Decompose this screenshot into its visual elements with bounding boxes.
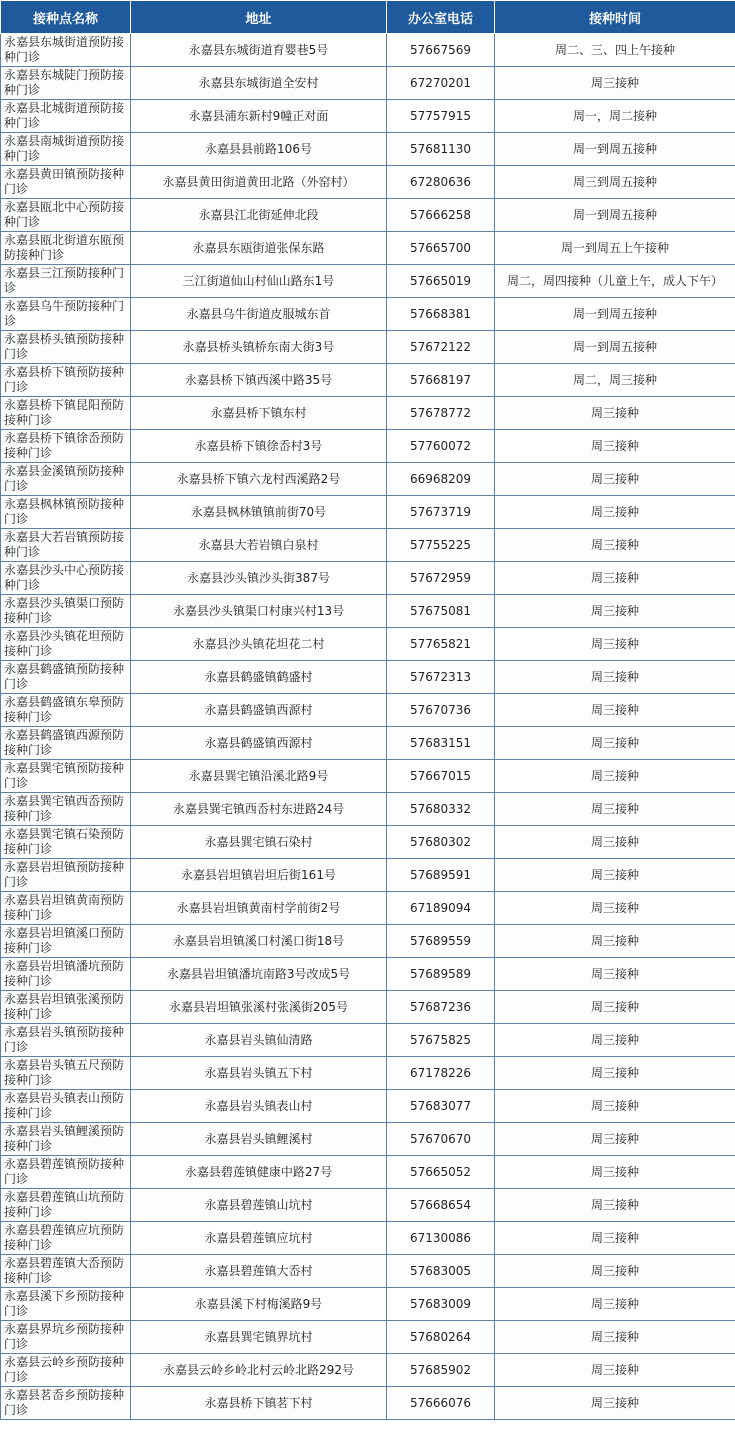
cell-site-name: 永嘉县碧莲镇预防接种门诊 bbox=[1, 1156, 131, 1189]
cell-phone: 57689559 bbox=[387, 925, 495, 958]
cell-address: 永嘉县浦东新村9幢正对面 bbox=[131, 100, 387, 133]
cell-site-name: 永嘉县枫林镇预防接种门诊 bbox=[1, 496, 131, 529]
table-row bbox=[1, 991, 735, 1024]
table-row bbox=[1, 133, 735, 166]
table-row bbox=[1, 826, 735, 859]
table-row bbox=[1, 760, 735, 793]
cell-address: 永嘉县云岭乡岭北村云岭北路292号 bbox=[131, 1354, 387, 1387]
cell-site-name: 永嘉县沙头中心预防接种门诊 bbox=[1, 562, 131, 595]
table-body bbox=[1, 34, 735, 1420]
cell-site-name: 永嘉县岩头镇五尺预防接种门诊 bbox=[1, 1057, 131, 1090]
table-row bbox=[1, 496, 735, 529]
cell-site-name: 永嘉县沙头镇花坦预防接种门诊 bbox=[1, 628, 131, 661]
cell-phone: 57667569 bbox=[387, 34, 495, 67]
cell-time: 周三接种 bbox=[495, 562, 735, 595]
cell-address: 永嘉县岩坦镇潘坑南路3号改成5号 bbox=[131, 958, 387, 991]
cell-address: 永嘉县岩坦镇岩坦后街161号 bbox=[131, 859, 387, 892]
cell-address: 永嘉县鹤盛镇鹤盛村 bbox=[131, 661, 387, 694]
cell-address: 永嘉县桥下镇徐岙村3号 bbox=[131, 430, 387, 463]
cell-site-name: 永嘉县南城街道预防接种门诊 bbox=[1, 133, 131, 166]
cell-site-name: 永嘉县巽宅镇石染预防接种门诊 bbox=[1, 826, 131, 859]
cell-time: 周三接种 bbox=[495, 991, 735, 1024]
table-row bbox=[1, 232, 735, 265]
cell-time: 周三接种 bbox=[495, 793, 735, 826]
cell-address: 永嘉县桥下镇西溪中路35号 bbox=[131, 364, 387, 397]
cell-site-name: 永嘉县岩坦镇潘坑预防接种门诊 bbox=[1, 958, 131, 991]
table-row bbox=[1, 1255, 735, 1288]
cell-address: 永嘉县岩头镇仙清路 bbox=[131, 1024, 387, 1057]
table-row bbox=[1, 265, 735, 298]
cell-phone: 57672959 bbox=[387, 562, 495, 595]
cell-address: 永嘉县黄田街道黄田北路（外窑村） bbox=[131, 166, 387, 199]
table-header bbox=[1, 1, 735, 34]
cell-time: 周三接种 bbox=[495, 67, 735, 100]
cell-time: 周一到周五接种 bbox=[495, 298, 735, 331]
cell-site-name: 永嘉县黄田镇预防接种门诊 bbox=[1, 166, 131, 199]
table-row bbox=[1, 34, 735, 67]
cell-time: 周一到周五接种 bbox=[495, 331, 735, 364]
table-row bbox=[1, 1321, 735, 1354]
cell-phone: 57685902 bbox=[387, 1354, 495, 1387]
cell-time: 周二、三、四上午接种 bbox=[495, 34, 735, 67]
cell-time: 周一到周五接种 bbox=[495, 199, 735, 232]
cell-address: 永嘉县东城街道育婴巷5号 bbox=[131, 34, 387, 67]
cell-site-name: 永嘉县桥下镇昆阳预防接种门诊 bbox=[1, 397, 131, 430]
cell-address: 永嘉县碧莲镇应坑村 bbox=[131, 1222, 387, 1255]
cell-time: 周三接种 bbox=[495, 760, 735, 793]
table-row bbox=[1, 463, 735, 496]
table-row bbox=[1, 364, 735, 397]
cell-address: 永嘉县岩坦镇溪口村溪口街18号 bbox=[131, 925, 387, 958]
cell-address: 永嘉县桥头镇桥东南大街3号 bbox=[131, 331, 387, 364]
cell-phone: 57665019 bbox=[387, 265, 495, 298]
cell-phone: 67270201 bbox=[387, 67, 495, 100]
table-row bbox=[1, 67, 735, 100]
cell-phone: 57666258 bbox=[387, 199, 495, 232]
cell-site-name: 永嘉县碧莲镇大岙预防接种门诊 bbox=[1, 1255, 131, 1288]
cell-address: 永嘉县乌牛街道皮服城东首 bbox=[131, 298, 387, 331]
header-phone: 办公室电话 bbox=[387, 1, 495, 34]
cell-phone: 57675825 bbox=[387, 1024, 495, 1057]
cell-site-name: 永嘉县大若岩镇预防接种门诊 bbox=[1, 529, 131, 562]
table-row bbox=[1, 199, 735, 232]
cell-site-name: 永嘉县乌牛预防接种门诊 bbox=[1, 298, 131, 331]
cell-site-name: 永嘉县金溪镇预防接种门诊 bbox=[1, 463, 131, 496]
table-row bbox=[1, 859, 735, 892]
cell-site-name: 永嘉县岩坦镇溪口预防接种门诊 bbox=[1, 925, 131, 958]
cell-address: 永嘉县碧莲镇大岙村 bbox=[131, 1255, 387, 1288]
cell-phone: 57670736 bbox=[387, 694, 495, 727]
cell-site-name: 永嘉县鹤盛镇东皋预防接种门诊 bbox=[1, 694, 131, 727]
cell-time: 周三接种 bbox=[495, 1255, 735, 1288]
cell-site-name: 永嘉县岩坦镇黄南预防接种门诊 bbox=[1, 892, 131, 925]
cell-site-name: 永嘉县东城街道预防接种门诊 bbox=[1, 34, 131, 67]
cell-time: 周三接种 bbox=[495, 1288, 735, 1321]
cell-address: 永嘉县溪下村梅溪路9号 bbox=[131, 1288, 387, 1321]
cell-site-name: 永嘉县鹤盛镇预防接种门诊 bbox=[1, 661, 131, 694]
cell-phone: 57680264 bbox=[387, 1321, 495, 1354]
table-row bbox=[1, 331, 735, 364]
cell-site-name: 永嘉县茗岙乡预防接种门诊 bbox=[1, 1387, 131, 1420]
cell-time: 周三接种 bbox=[495, 529, 735, 562]
cell-time: 周三接种 bbox=[495, 1057, 735, 1090]
cell-time: 周三接种 bbox=[495, 892, 735, 925]
cell-site-name: 永嘉县岩坦镇张溪预防接种门诊 bbox=[1, 991, 131, 1024]
table-row bbox=[1, 1057, 735, 1090]
cell-address: 永嘉县大若岩镇白泉村 bbox=[131, 529, 387, 562]
cell-site-name: 永嘉县岩坦镇预防接种门诊 bbox=[1, 859, 131, 892]
table-row bbox=[1, 1123, 735, 1156]
cell-address: 永嘉县碧莲镇山坑村 bbox=[131, 1189, 387, 1222]
cell-phone: 57672313 bbox=[387, 661, 495, 694]
cell-site-name: 永嘉县鹤盛镇西源预防接种门诊 bbox=[1, 727, 131, 760]
cell-phone: 57666076 bbox=[387, 1387, 495, 1420]
cell-time: 周三接种 bbox=[495, 1321, 735, 1354]
cell-phone: 57667015 bbox=[387, 760, 495, 793]
cell-address: 永嘉县县前路106号 bbox=[131, 133, 387, 166]
cell-address: 永嘉县沙头镇沙头街387号 bbox=[131, 562, 387, 595]
cell-site-name: 永嘉县瓯北中心预防接种门诊 bbox=[1, 199, 131, 232]
cell-site-name: 永嘉县巽宅镇预防接种门诊 bbox=[1, 760, 131, 793]
cell-time: 周三到周五接种 bbox=[495, 166, 735, 199]
table-row bbox=[1, 793, 735, 826]
cell-address: 永嘉县枫林镇镇前街70号 bbox=[131, 496, 387, 529]
cell-site-name: 永嘉县北城街道预防接种门诊 bbox=[1, 100, 131, 133]
cell-time: 周三接种 bbox=[495, 859, 735, 892]
cell-time: 周一到周五上午接种 bbox=[495, 232, 735, 265]
cell-address: 永嘉县岩坦镇黄南村学前街2号 bbox=[131, 892, 387, 925]
cell-time: 周三接种 bbox=[495, 1156, 735, 1189]
cell-phone: 66968209 bbox=[387, 463, 495, 496]
header-time: 接种时间 bbox=[495, 1, 735, 34]
cell-address: 永嘉县碧莲镇健康中路27号 bbox=[131, 1156, 387, 1189]
cell-phone: 57689589 bbox=[387, 958, 495, 991]
table-row bbox=[1, 892, 735, 925]
cell-phone: 57668654 bbox=[387, 1189, 495, 1222]
cell-phone: 57681130 bbox=[387, 133, 495, 166]
cell-phone: 57665700 bbox=[387, 232, 495, 265]
cell-time: 周三接种 bbox=[495, 1222, 735, 1255]
cell-address: 永嘉县沙头镇花坦花二村 bbox=[131, 628, 387, 661]
cell-time: 周三接种 bbox=[495, 694, 735, 727]
cell-phone: 57689591 bbox=[387, 859, 495, 892]
cell-site-name: 永嘉县碧莲镇应坑预防接种门诊 bbox=[1, 1222, 131, 1255]
cell-time: 周三接种 bbox=[495, 727, 735, 760]
cell-phone: 57757915 bbox=[387, 100, 495, 133]
cell-time: 周三接种 bbox=[495, 1024, 735, 1057]
table-row bbox=[1, 958, 735, 991]
cell-site-name: 永嘉县岩头镇鲤溪预防接种门诊 bbox=[1, 1123, 131, 1156]
cell-address: 永嘉县桥下镇六龙村西溪路2号 bbox=[131, 463, 387, 496]
cell-time: 周三接种 bbox=[495, 958, 735, 991]
table-row bbox=[1, 1024, 735, 1057]
table-row bbox=[1, 1090, 735, 1123]
table-row bbox=[1, 166, 735, 199]
cell-site-name: 永嘉县瓯北街道东瓯预防接种门诊 bbox=[1, 232, 131, 265]
cell-site-name: 永嘉县巽宅镇西岙预防接种门诊 bbox=[1, 793, 131, 826]
header-site-name: 接种点名称 bbox=[1, 1, 131, 34]
table-row bbox=[1, 1387, 735, 1420]
table-row bbox=[1, 1156, 735, 1189]
cell-address: 永嘉县岩头镇鲤溪村 bbox=[131, 1123, 387, 1156]
table-row bbox=[1, 595, 735, 628]
cell-phone: 57765821 bbox=[387, 628, 495, 661]
cell-time: 周三接种 bbox=[495, 1090, 735, 1123]
table-row bbox=[1, 694, 735, 727]
cell-time: 周三接种 bbox=[495, 595, 735, 628]
cell-phone: 57673719 bbox=[387, 496, 495, 529]
cell-address: 永嘉县岩头镇表山村 bbox=[131, 1090, 387, 1123]
cell-phone: 57672122 bbox=[387, 331, 495, 364]
cell-site-name: 永嘉县桥下镇徐岙预防接种门诊 bbox=[1, 430, 131, 463]
cell-address: 三江街道仙山村仙山路东1号 bbox=[131, 265, 387, 298]
cell-phone: 67189094 bbox=[387, 892, 495, 925]
cell-address: 永嘉县巽宅镇界坑村 bbox=[131, 1321, 387, 1354]
cell-time: 周三接种 bbox=[495, 1123, 735, 1156]
cell-time: 周三接种 bbox=[495, 1189, 735, 1222]
cell-phone: 67130086 bbox=[387, 1222, 495, 1255]
cell-site-name: 永嘉县碧莲镇山坑预防接种门诊 bbox=[1, 1189, 131, 1222]
cell-site-name: 永嘉县桥下镇预防接种门诊 bbox=[1, 364, 131, 397]
table-row bbox=[1, 562, 735, 595]
cell-time: 周三接种 bbox=[495, 463, 735, 496]
cell-address: 永嘉县岩头镇五下村 bbox=[131, 1057, 387, 1090]
cell-address: 永嘉县桥下镇茗下村 bbox=[131, 1387, 387, 1420]
table-row bbox=[1, 727, 735, 760]
cell-time: 周三接种 bbox=[495, 496, 735, 529]
table-row bbox=[1, 430, 735, 463]
cell-site-name: 永嘉县三江预防接种门诊 bbox=[1, 265, 131, 298]
table-row bbox=[1, 628, 735, 661]
table-row bbox=[1, 100, 735, 133]
cell-site-name: 永嘉县界坑乡预防接种门诊 bbox=[1, 1321, 131, 1354]
table-row bbox=[1, 1354, 735, 1387]
cell-phone: 67280636 bbox=[387, 166, 495, 199]
cell-time: 周三接种 bbox=[495, 661, 735, 694]
cell-phone: 57668381 bbox=[387, 298, 495, 331]
cell-address: 永嘉县沙头镇渠口村康兴村13号 bbox=[131, 595, 387, 628]
cell-address: 永嘉县巽宅镇沿溪北路9号 bbox=[131, 760, 387, 793]
cell-address: 永嘉县江北街延伸北段 bbox=[131, 199, 387, 232]
cell-phone: 57680302 bbox=[387, 826, 495, 859]
cell-site-name: 永嘉县沙头镇渠口预防接种门诊 bbox=[1, 595, 131, 628]
cell-site-name: 永嘉县桥头镇预防接种门诊 bbox=[1, 331, 131, 364]
header-address: 地址 bbox=[131, 1, 387, 34]
cell-address: 永嘉县东瓯街道张保东路 bbox=[131, 232, 387, 265]
cell-phone: 57680332 bbox=[387, 793, 495, 826]
cell-address: 永嘉县鹤盛镇西源村 bbox=[131, 694, 387, 727]
cell-phone: 57668197 bbox=[387, 364, 495, 397]
table-row bbox=[1, 529, 735, 562]
cell-address: 永嘉县巽宅镇石染村 bbox=[131, 826, 387, 859]
cell-phone: 57683077 bbox=[387, 1090, 495, 1123]
header-row bbox=[1, 1, 735, 34]
cell-time: 周三接种 bbox=[495, 925, 735, 958]
cell-time: 周三接种 bbox=[495, 1387, 735, 1420]
cell-site-name: 永嘉县云岭乡预防接种门诊 bbox=[1, 1354, 131, 1387]
cell-time: 周一到周五接种 bbox=[495, 133, 735, 166]
cell-time: 周三接种 bbox=[495, 397, 735, 430]
cell-phone: 57687236 bbox=[387, 991, 495, 1024]
table-row bbox=[1, 397, 735, 430]
cell-address: 永嘉县巽宅镇西岙村东进路24号 bbox=[131, 793, 387, 826]
cell-address: 永嘉县桥下镇东村 bbox=[131, 397, 387, 430]
table-row bbox=[1, 298, 735, 331]
cell-time: 周三接种 bbox=[495, 1354, 735, 1387]
cell-phone: 57760072 bbox=[387, 430, 495, 463]
cell-phone: 57683009 bbox=[387, 1288, 495, 1321]
cell-phone: 57670670 bbox=[387, 1123, 495, 1156]
cell-time: 周二，周三接种 bbox=[495, 364, 735, 397]
cell-time: 周一，周二接种 bbox=[495, 100, 735, 133]
cell-phone: 67178226 bbox=[387, 1057, 495, 1090]
cell-site-name: 永嘉县溪下乡预防接种门诊 bbox=[1, 1288, 131, 1321]
cell-site-name: 永嘉县东城陡门预防接种门诊 bbox=[1, 67, 131, 100]
cell-time: 周三接种 bbox=[495, 826, 735, 859]
table-row bbox=[1, 1222, 735, 1255]
cell-time: 周三接种 bbox=[495, 628, 735, 661]
cell-time: 周二，周四接种（儿童上午，成人下午） bbox=[495, 265, 735, 298]
table-row bbox=[1, 661, 735, 694]
cell-phone: 57675081 bbox=[387, 595, 495, 628]
cell-phone: 57665052 bbox=[387, 1156, 495, 1189]
cell-address: 永嘉县鹤盛镇西源村 bbox=[131, 727, 387, 760]
cell-address: 永嘉县岩坦镇张溪村张溪街205号 bbox=[131, 991, 387, 1024]
table-row bbox=[1, 1288, 735, 1321]
cell-phone: 57683151 bbox=[387, 727, 495, 760]
table-row bbox=[1, 925, 735, 958]
cell-phone: 57678772 bbox=[387, 397, 495, 430]
cell-time: 周三接种 bbox=[495, 430, 735, 463]
cell-address: 永嘉县东城街道全安村 bbox=[131, 67, 387, 100]
cell-phone: 57755225 bbox=[387, 529, 495, 562]
table-row bbox=[1, 1189, 735, 1222]
cell-site-name: 永嘉县岩头镇表山预防接种门诊 bbox=[1, 1090, 131, 1123]
cell-phone: 57683005 bbox=[387, 1255, 495, 1288]
cell-site-name: 永嘉县岩头镇预防接种门诊 bbox=[1, 1024, 131, 1057]
